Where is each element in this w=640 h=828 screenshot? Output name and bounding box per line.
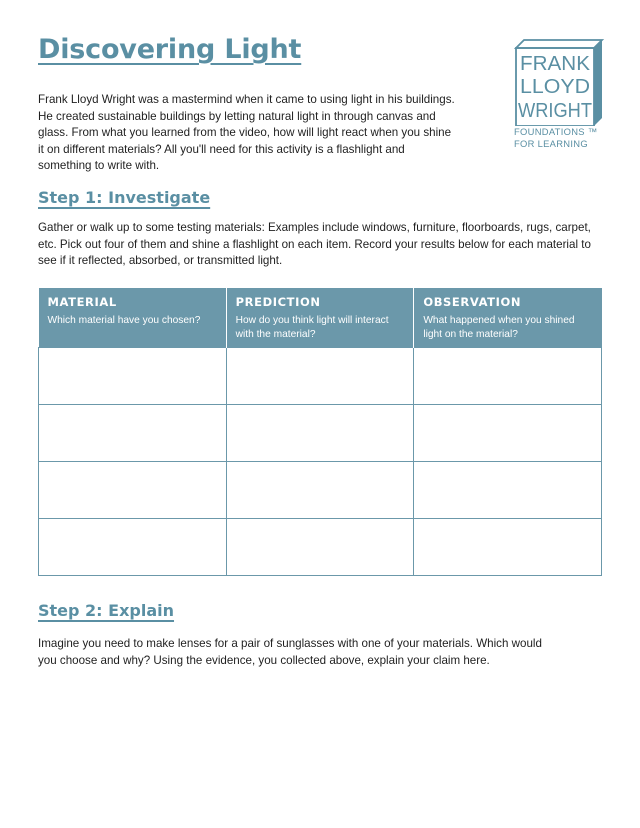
prediction-cell[interactable] (226, 405, 414, 462)
step2-instructions: Imagine you need to make lenses for a pair of sunglasses with one of your materials. Which would you choose and why? Using the evidence, you collected above, explain your claim here. (38, 637, 542, 667)
observation-cell[interactable] (414, 519, 602, 576)
logo-line-3: WRIGHT (518, 100, 592, 122)
column-subtitle: How do you think light will interact with the material? (235, 315, 389, 340)
observation-cell[interactable] (414, 348, 602, 405)
column-subtitle: Which material have you chosen? (47, 315, 201, 326)
prediction-cell[interactable] (226, 519, 414, 576)
logo-subtitle (514, 126, 624, 150)
observation-cell[interactable] (414, 462, 602, 519)
table-row (39, 348, 602, 405)
material-cell[interactable] (39, 519, 227, 576)
table-row (39, 519, 602, 576)
step2-heading: Step 2: Explain (38, 601, 175, 620)
table-row (39, 405, 602, 462)
logo-cube-icon (514, 38, 606, 126)
column-title: OBSERVATION (423, 295, 522, 309)
material-cell[interactable] (39, 462, 227, 519)
intro-paragraph: Frank Lloyd Wright was a mastermind when it came to using light in his buildings. He created sustainable buildings by letting natural light in through canvas and glass. From what you learned from the video, how will light react when you shine it on different materials? All you'll need for this activity is a flashlight and something to write with. (38, 93, 455, 172)
material-cell[interactable] (39, 348, 227, 405)
column-title: MATERIAL (47, 295, 117, 309)
column-header-prediction (226, 288, 414, 348)
logo-subtitle-line-1: FOUNDATIONS ™ (514, 126, 598, 137)
logo-line-2: LLOYD (520, 76, 590, 98)
results-table (38, 288, 602, 576)
frank-lloyd-wright-logo (514, 38, 606, 152)
column-title: PREDICTION (235, 295, 321, 309)
step1-heading: Step 1: Investigate (38, 188, 211, 207)
column-header-material (39, 288, 227, 348)
logo-subtitle-line-2: FOR LEARNING (514, 138, 588, 149)
material-cell[interactable] (39, 405, 227, 462)
table-header-row (39, 288, 602, 348)
column-header-observation (414, 288, 602, 348)
step1-instructions: Gather or walk up to some testing materials: Examples include windows, furniture, floorboards, rugs, carpet, etc. Pick out four of them and shine a flashlight on each item. Record your results below for each material to see if it reflected, absorbed, or transmitted light. (38, 221, 591, 267)
prediction-cell[interactable] (226, 348, 414, 405)
column-subtitle: What happened when you shined light on the material? (423, 315, 575, 340)
observation-cell[interactable] (414, 405, 602, 462)
prediction-cell[interactable] (226, 462, 414, 519)
table-row (39, 462, 602, 519)
page-title: Discovering Light (38, 34, 302, 65)
logo-line-1: FRANK (520, 53, 591, 75)
